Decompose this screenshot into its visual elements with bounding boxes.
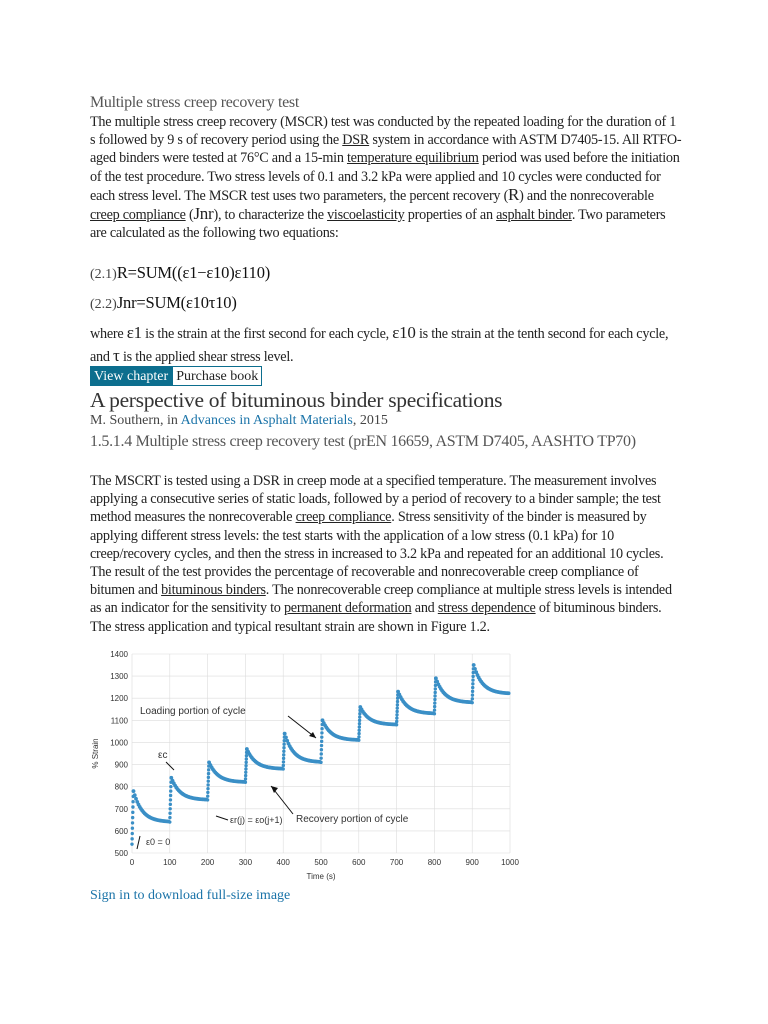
author-name: M. Southern, in [90, 413, 181, 428]
data-point [282, 753, 285, 756]
data-point [245, 757, 248, 760]
data-point [131, 816, 134, 819]
data-point [320, 727, 323, 730]
mscr-strain-chart [88, 646, 519, 882]
text-run: properties of an [404, 207, 497, 224]
data-point [320, 752, 323, 755]
x-tick-label: 400 [276, 858, 290, 867]
x-tick-label: 1000 [501, 858, 519, 867]
symbol: ε1 [126, 323, 142, 342]
data-point [320, 731, 323, 734]
data-point [433, 708, 436, 711]
x-tick-label: 0 [129, 858, 135, 867]
data-point [433, 705, 436, 708]
term-link[interactable]: applied shear stress [155, 349, 261, 365]
data-point [358, 712, 361, 715]
data-point [207, 779, 210, 782]
annotation-epsilon-r: εr(j) = εo(j+1) [230, 815, 283, 825]
data-point [284, 736, 288, 740]
text-run: level. [260, 349, 294, 365]
symbol: R [508, 184, 520, 204]
data-point [472, 663, 476, 667]
data-point [357, 735, 360, 738]
text-run: ( [185, 207, 194, 224]
text-run: of bituminous binders. The stress application and typical resultant strain are shown in Figure 1.2. [90, 600, 662, 635]
chapter-actions [90, 366, 262, 386]
data-point [206, 787, 209, 790]
equation-2-1 [90, 263, 270, 283]
data-point [206, 794, 209, 797]
data-point [319, 756, 322, 759]
data-point [433, 691, 436, 694]
data-point [357, 732, 360, 735]
y-tick-label: 1000 [110, 738, 128, 748]
annotation-epsilon-0: ε0 = 0 [146, 837, 171, 847]
term-link[interactable]: creep compliance [295, 509, 392, 526]
data-point [471, 686, 474, 689]
text-run: . Stress sensitivity of the binder is measured by applying different stress levels: the test starts with the application of a low stress (0.1 kPa) for 10 creep/recovery cycles, and then the stress in increased to 3.2 kPa and repeated for an additional 10 cycles. The result of the test provides the percentage of recoverable and nonrecoverable creep compliance of bitumen and [90, 509, 664, 599]
data-point [358, 715, 361, 718]
source-link[interactable]: Advances in Asphalt Materials [180, 413, 353, 428]
data-point [206, 791, 209, 794]
symbol: ε10 [392, 323, 416, 342]
x-tick-label: 500 [314, 858, 328, 867]
data-point [358, 722, 361, 725]
text-run: period was used before the initiation of the test procedure. Two stress levels of 0.1 and 3.2 kPa were applied and 10 cycles were conducted for each stress level. The MSCR test uses two parameters, the percent recovery ( [90, 150, 680, 204]
data-point [471, 675, 474, 678]
data-point [130, 842, 133, 845]
section-heading-mscr: Multiple stress creep recovery test [90, 94, 299, 111]
data-point [131, 811, 134, 814]
data-point [471, 690, 474, 693]
symbol: τ [113, 346, 120, 365]
equation-body: Jnr=SUM(ε10τ10) [116, 293, 237, 312]
data-point [206, 798, 209, 801]
paragraph-mscrt-description [90, 472, 682, 636]
x-tick-label: 200 [200, 858, 215, 867]
text-run: is the strain at the first second for each cycle, [141, 326, 393, 342]
data-point [168, 807, 171, 810]
data-point [133, 793, 137, 797]
data-point [169, 785, 172, 788]
equation-body: R=SUM((ε1−ε10)ε110) [116, 263, 271, 282]
text-run: ) and the nonrecoverable [519, 187, 654, 204]
data-point [131, 821, 134, 824]
data-point [131, 805, 134, 808]
text-run: . Two parameters are calculated as the following two equations: [90, 207, 666, 242]
data-point [395, 713, 398, 716]
equation-2-2 [90, 293, 237, 313]
data-point [132, 789, 136, 793]
data-point [434, 676, 438, 680]
x-tick-label: 800 [427, 858, 442, 867]
text-run: . The nonrecoverable creep compliance at multiple stress levels is intended as an indicator for the sensitivity to [90, 582, 672, 617]
data-point [168, 812, 171, 815]
text-run: where [90, 326, 127, 342]
view-chapter-button[interactable]: View chapter [90, 366, 172, 386]
y-tick-label: 700 [114, 804, 128, 814]
data-point [244, 761, 247, 764]
annotation-recovery: Recovery portion of cycle [296, 814, 409, 825]
year: , 2015 [352, 413, 388, 428]
term-link[interactable]: permanent deformation [283, 600, 412, 617]
data-point [358, 719, 361, 722]
data-point [282, 767, 285, 770]
data-point [320, 744, 323, 747]
x-axis-label: Time (s) [306, 872, 336, 881]
data-point [244, 764, 247, 767]
data-point [131, 800, 134, 803]
text-run: is the strain at the tenth second for each cycle, and [90, 326, 669, 365]
data-point [471, 678, 474, 681]
data-point [169, 794, 172, 797]
data-point [282, 746, 285, 749]
text-run: and [411, 600, 438, 617]
data-point [319, 761, 322, 764]
data-point [282, 764, 285, 767]
term-link[interactable]: asphalt binder [496, 207, 572, 224]
data-point [282, 750, 285, 753]
data-point [207, 776, 210, 779]
data-point [433, 701, 436, 704]
equation-number: (2.2) [90, 297, 117, 312]
x-tick-label: 700 [389, 858, 404, 867]
term-link[interactable]: viscoelasticity [327, 207, 405, 224]
y-tick-label: 900 [114, 760, 128, 770]
data-point [131, 832, 134, 835]
y-tick-label: 1100 [110, 716, 128, 726]
data-point [320, 735, 323, 738]
chapter-title[interactable]: A perspective of bituminous binder specifications [90, 388, 503, 412]
data-point [282, 757, 285, 760]
data-point [130, 837, 133, 840]
x-tick-label: 900 [465, 858, 479, 867]
data-point [395, 720, 398, 723]
data-point [507, 691, 511, 695]
data-point [357, 729, 360, 732]
y-tick-label: 800 [114, 782, 128, 792]
arrow-epsilon-r [216, 816, 228, 820]
data-point [433, 698, 436, 701]
arrow-epsilon-0 [137, 836, 140, 849]
data-point [131, 827, 134, 830]
y-tick-label: 600 [114, 826, 128, 836]
data-point [320, 740, 323, 743]
data-point [169, 803, 172, 806]
x-tick-label: 300 [238, 858, 253, 867]
symbol: Jnr [193, 204, 214, 224]
data-point [168, 820, 171, 823]
subsection-heading: 1.5.1.4 Multiple stress creep recovery test (prEN 16659, ASTM D7405, AASHTO TP70) [90, 433, 636, 450]
data-point [207, 772, 210, 775]
data-point [471, 693, 474, 696]
data-point [283, 732, 287, 736]
term-link[interactable]: creep compliance [90, 207, 186, 224]
data-point [396, 700, 399, 703]
text-run: The MSCRT is tested using a DSR in creep mode at a specified temperature. The measurement involves applying a consecutive series of static loads, followed by a period of recovery to a binder sample; the test method measures the nonrecoverable [90, 473, 661, 526]
annotation-loading: Loading portion of cycle [140, 706, 246, 717]
paragraph-where-definitions [90, 322, 682, 368]
data-point [433, 712, 436, 715]
data-point [471, 682, 474, 685]
data-point [395, 716, 398, 719]
data-point [396, 703, 399, 706]
text-run: system in accordance with ASTM D7405-15. All RTFO-aged binders were tested at 76°C and a 15-min [90, 132, 682, 167]
y-tick-label: 1200 [110, 694, 128, 704]
data-point [358, 725, 361, 728]
data-point [433, 694, 436, 697]
y-axis-label: % Strain [91, 738, 100, 769]
data-point [320, 748, 323, 751]
purchase-book-button[interactable]: Purchase book [172, 366, 262, 386]
data-point [434, 687, 437, 690]
data-point [206, 783, 209, 786]
data-point [282, 760, 285, 763]
data-point [473, 667, 477, 671]
data-point [244, 774, 247, 777]
x-tick-label: 600 [352, 858, 366, 867]
term-link[interactable]: stress dependence [437, 600, 536, 617]
y-tick-label: 1400 [110, 650, 128, 659]
data-point [244, 767, 247, 770]
y-tick-label: 1300 [110, 672, 128, 682]
data-point [471, 697, 474, 700]
data-point [396, 706, 399, 709]
term-link[interactable]: temperature equilibrium [346, 150, 479, 167]
annotation-epsilon-c: εc [158, 750, 168, 761]
text-run: The multiple stress creep recovery (MSCR) test was conducted by the repeated loading for the duration of 1 s followed by 9 s of recovery period using the [90, 114, 677, 149]
y-tick-label: 500 [114, 849, 128, 858]
x-tick-label: 100 [163, 858, 177, 867]
data-point [169, 789, 172, 792]
term-link[interactable]: DSR [342, 132, 370, 149]
author-line [90, 413, 388, 429]
data-point [244, 777, 247, 780]
data-point [168, 816, 171, 819]
paragraph-mscr-method [90, 113, 682, 242]
data-point [395, 723, 398, 726]
data-point [244, 771, 247, 774]
data-point [395, 710, 398, 713]
text-run: is the [119, 349, 156, 365]
data-point [357, 739, 360, 742]
data-point [471, 701, 474, 704]
data-point [169, 798, 172, 801]
sign-in-download-link[interactable]: Sign in to download full-size image [90, 888, 291, 903]
data-point [207, 768, 210, 771]
data-point [244, 781, 247, 784]
arrowhead-recovery [271, 786, 278, 793]
term-link[interactable]: bituminous binders [161, 582, 266, 599]
equation-number: (2.1) [90, 267, 117, 282]
text-run: ), to characterize the [213, 207, 328, 224]
data-point [282, 743, 285, 746]
